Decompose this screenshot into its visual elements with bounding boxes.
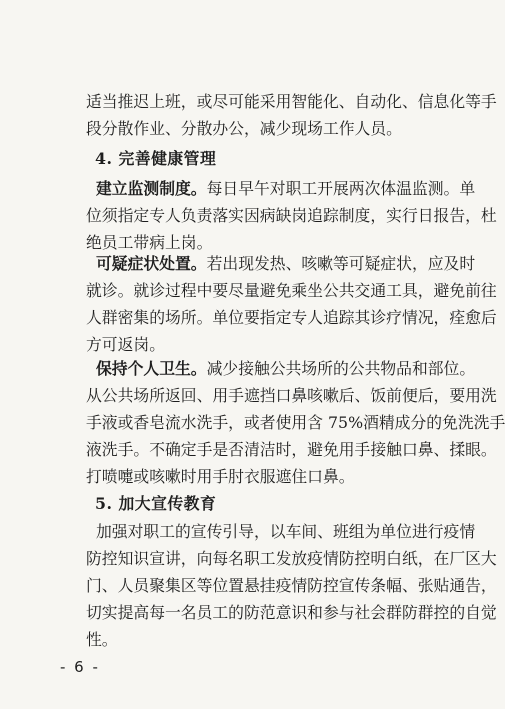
paragraph-lead: 可疑症状处置。 (96, 254, 207, 273)
paragraph-lead: 建立监测制度。 (96, 179, 207, 198)
text-line: 从公共场所返回、用手遮挡口鼻咳嗽后、饭前便后，要用洗 (86, 386, 497, 405)
text-line: 绝员工带病上岗。 (86, 233, 213, 252)
text-line: 段分散作业、分散办公，减少现场工作人员。 (86, 119, 402, 138)
text-line: 适当推迟上班，或尽可能采用智能化、自动化、信息化等手 (86, 92, 497, 111)
paragraph-publicity (86, 518, 497, 653)
page-number: - 6 - (60, 658, 100, 676)
paragraph-symptoms (86, 250, 497, 358)
text-line: 保持个人卫生。减少接触公共场所的公共物品和部位。 (96, 359, 476, 378)
text-line: 切实提高每一名员工的防范意识和参与社会群防群控的自觉 (86, 603, 497, 622)
text-line: 加强对职工的宣传引导，以车间、班组为单位进行疫情 (96, 522, 476, 541)
text-line: 人群密集的场所。单位要指定专人追踪其诊疗情况，痊愈后 (86, 308, 497, 327)
paragraph-hygiene (86, 355, 505, 490)
text-line: 就诊。就诊过程中要尽量避免乘坐公共交通工具，避免前往 (86, 281, 497, 300)
text-line: 手液或香皂流水洗手，或者使用含 75%酒精成分的免洗洗手 (86, 413, 505, 432)
text-line: 防控知识宣讲，向每名职工发放疫情防控明白纸，在厂区大 (86, 549, 497, 568)
paragraph-monitoring (86, 175, 497, 256)
paragraph-continuation (86, 88, 497, 142)
text-line: 液洗手。不确定手是否清洁时，避免用手接触口鼻、揉眼。 (86, 440, 497, 459)
text-line: 方可返岗。 (86, 335, 165, 354)
text-line: 建立监测制度。每日早午对职工开展两次体温监测。单 (96, 179, 476, 198)
text-line: 位须指定专人负责落实因病缺岗追踪制度，实行日报告，杜 (86, 206, 497, 225)
text-line: 门、人员聚集区等位置悬挂疫情防控宣传条幅、张贴通告， (86, 576, 497, 595)
text-line: 性。 (86, 630, 118, 649)
text-line: 可疑症状处置。若出现发热、咳嗽等可疑症状，应及时 (96, 254, 476, 273)
section-heading-4: 4. 完善健康管理 (95, 149, 217, 168)
text-line: 打喷嚏或咳嗽时用手肘衣服遮住口鼻。 (86, 467, 355, 486)
paragraph-lead: 保持个人卫生。 (96, 359, 207, 378)
section-heading-5: 5. 加大宣传教育 (95, 494, 217, 513)
